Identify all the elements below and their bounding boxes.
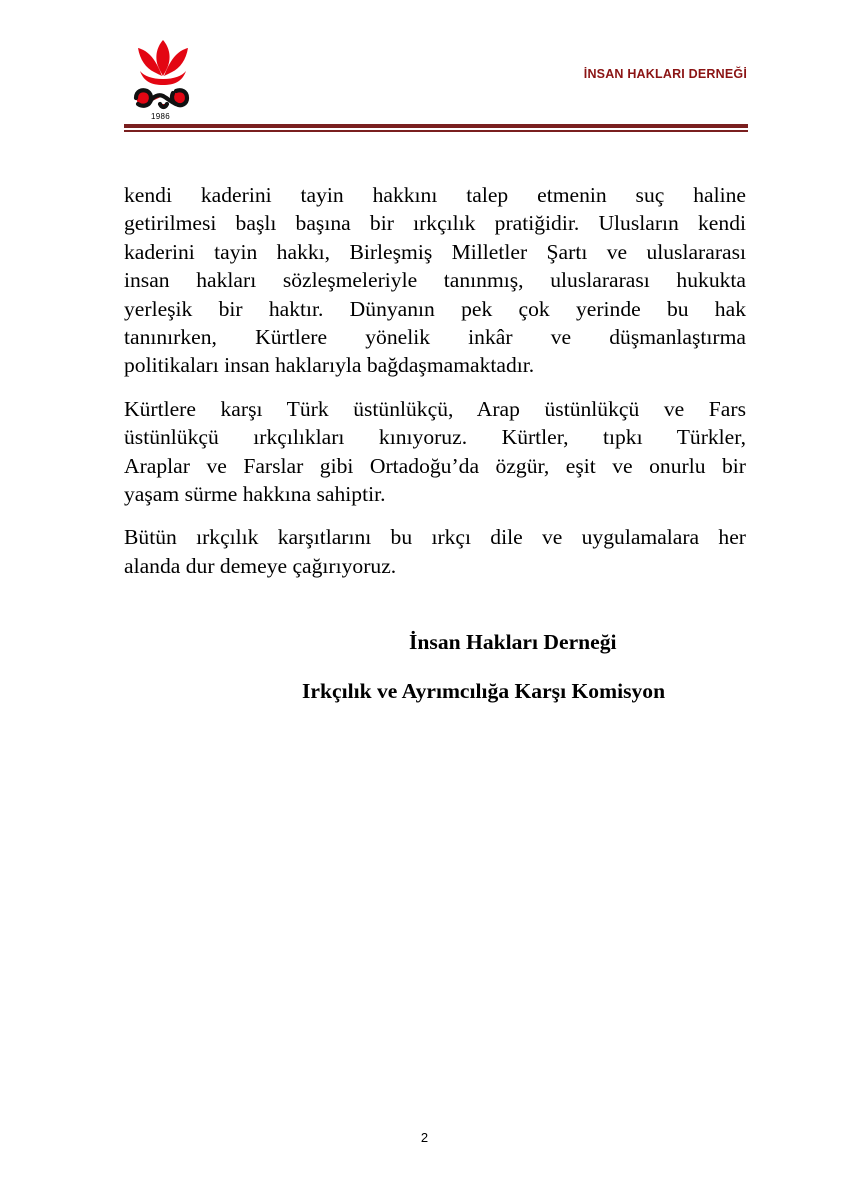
text-line: tanınırken, Kürtlere yönelik inkâr ve düşmanlaştırma [124,324,746,349]
text-line: Araplar ve Farslar gibi Ortadoğu’da özgür, eşit ve onurlu bir [124,453,746,478]
text-line: politikaları insan haklarıyla bağdaşmamaktadır. [124,353,535,378]
text-line: Kürtlere karşı Türk üstünlükçü, Arap üstünlükçü ve Fars [124,396,746,421]
text-line: kendi kaderini tayin hakkını talep etmenin suç haline [124,183,746,207]
header-organization-name: İNSAN HAKLARI DERNEĞİ [583,67,747,81]
paragraph [124,523,746,580]
header-divider-thick [124,124,748,128]
text-line: insan hakları sözleşmeleriyle tanınmış, uluslararası hukukta [124,268,746,293]
paragraph [124,181,746,380]
body-text [124,181,746,595]
header-divider-thin [124,130,748,132]
text-line: yerleşik bir haktır. Dünyanın pek çok yerinde bu hak [124,296,746,321]
text-line: yaşam sürme hakkına sahiptir. [124,481,386,506]
text-line: üstünlükçü ırkçılıkları kınıyoruz. Kürtler, tıpkı Türkler, [124,425,746,450]
paragraph [124,395,746,509]
ihd-logo-icon [130,38,196,110]
text-line: getirilmesi başlı başına bir ırkçılık pratiğidir. Ulusların kendi [124,211,746,236]
logo-year: 1986 [151,112,170,121]
signature-commission: Irkçılık ve Ayrımcılığa Karşı Komisyon [302,679,666,703]
text-line: alanda dur demeye çağırıyoruz. [124,553,397,578]
signature-organization: İnsan Hakları Derneği [409,630,617,654]
text-line: kaderini tayin hakkı, Birleşmiş Milletler Şartı ve uluslararası [124,239,746,264]
page-number: 2 [420,1130,429,1145]
text-line: Bütün ırkçılık karşıtlarını bu ırkçı dile ve uygulamalara her [124,525,746,550]
